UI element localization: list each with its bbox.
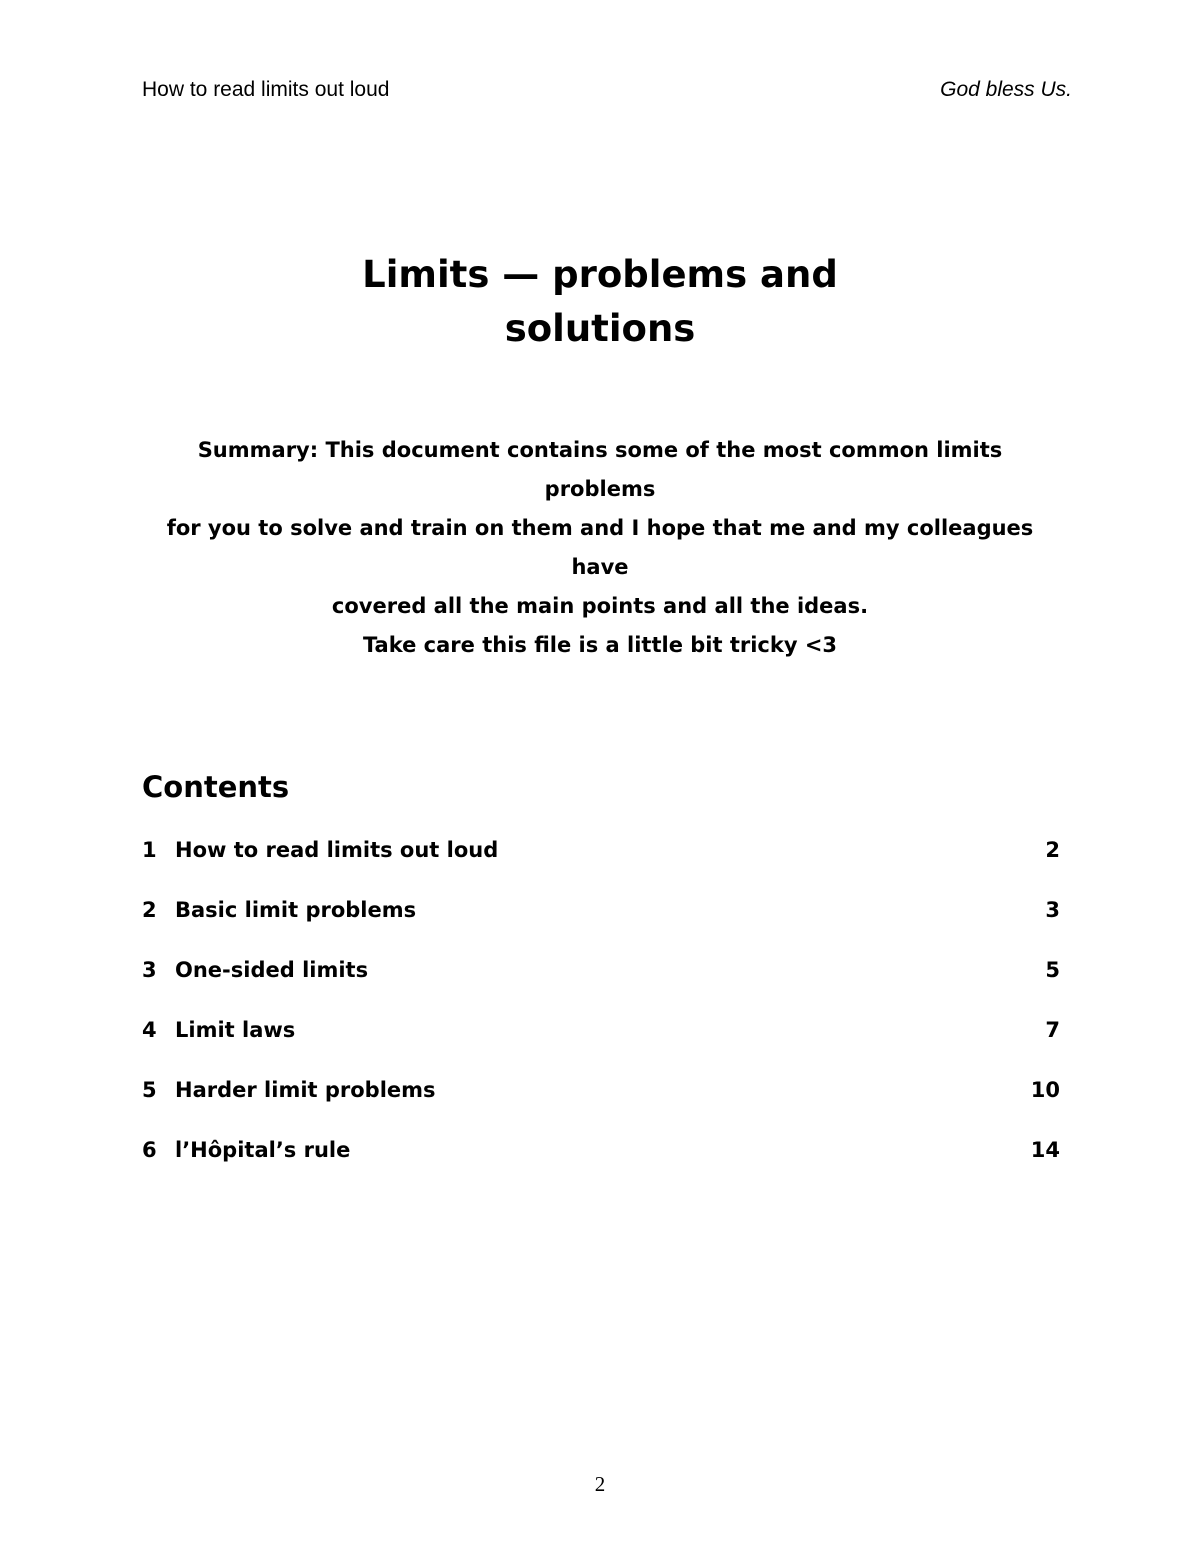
title-line-2: solutions	[504, 307, 696, 350]
toc-entry-page: 3	[1045, 898, 1060, 922]
toc-entry-number: 4	[142, 1018, 157, 1042]
toc-entry-number: 1	[142, 838, 157, 862]
toc-entry-label: Basic limit problems	[175, 898, 417, 922]
page-number: 2	[594, 1472, 606, 1496]
toc-entry[interactable]	[142, 1018, 1060, 1078]
title-line-1: Limits — problems and	[362, 253, 838, 296]
summary-line-4: Take care this file is a little bit tricky <3	[362, 633, 838, 657]
toc-entry[interactable]	[142, 1078, 1060, 1138]
summary-line-3: covered all the main points and all the ideas.	[331, 594, 869, 618]
header-right-text: God bless Us.	[940, 78, 1072, 101]
toc-entry-page: 14	[1030, 1138, 1060, 1162]
contents-heading: Contents	[142, 770, 290, 804]
toc-entry-label: How to read limits out loud	[175, 838, 499, 862]
summary-text-1: This document contains some of the most common limits problems	[325, 438, 1003, 501]
summary	[140, 431, 1060, 665]
toc-entry[interactable]	[142, 958, 1060, 1018]
toc-entry-label: One-sided limits	[175, 958, 369, 982]
summary-line-2: for you to solve and train on them and I hope that me and my colleagues have	[166, 516, 1034, 579]
document-title	[0, 248, 1200, 356]
toc-entry-number: 2	[142, 898, 157, 922]
toc-entry-label: Limit laws	[175, 1018, 296, 1042]
summary-line-1	[140, 431, 1060, 509]
toc-entry-number: 6	[142, 1138, 157, 1162]
toc-entry-page: 5	[1045, 958, 1060, 982]
toc-entry[interactable]	[142, 1138, 1060, 1198]
table-of-contents	[142, 838, 1060, 1198]
toc-entry-page: 10	[1030, 1078, 1060, 1102]
toc-entry-page: 2	[1045, 838, 1060, 862]
running-header	[142, 78, 1072, 102]
header-left-text: How to read limits out loud	[142, 78, 390, 101]
toc-entry-number: 3	[142, 958, 157, 982]
toc-entry-page: 7	[1045, 1018, 1060, 1042]
toc-entry-label: Harder limit problems	[175, 1078, 436, 1102]
toc-entry[interactable]	[142, 898, 1060, 958]
summary-label: Summary:	[197, 438, 319, 462]
toc-entry-label: l’Hôpital’s rule	[175, 1138, 351, 1162]
toc-entry[interactable]	[142, 838, 1060, 898]
toc-entry-number: 5	[142, 1078, 157, 1102]
